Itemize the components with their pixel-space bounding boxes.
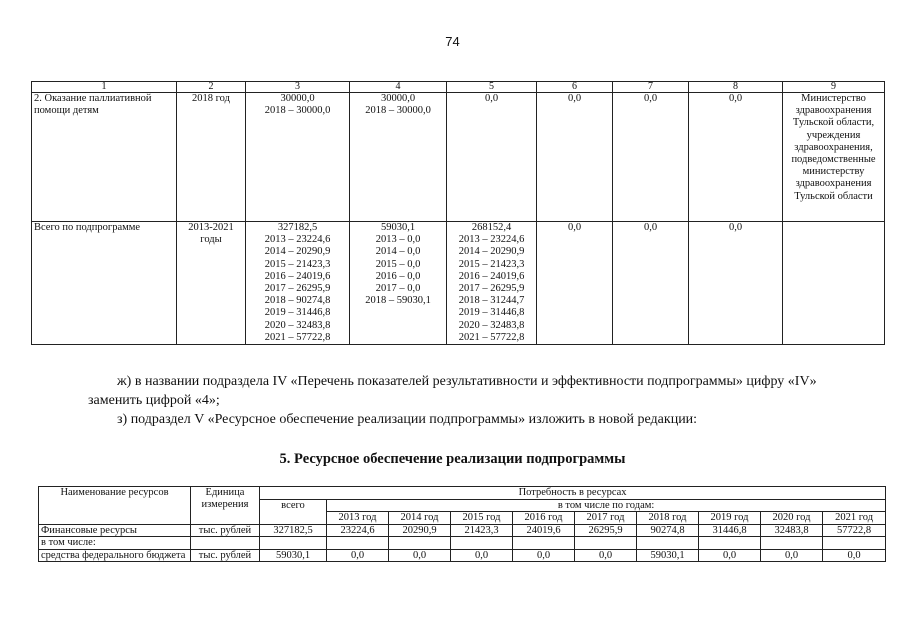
table-cell: [689, 93, 783, 222]
year-value: [327, 537, 389, 550]
year-value: [761, 537, 823, 550]
resource-name: Финансовые ресурсы: [39, 524, 191, 537]
header-year: 2019 год: [699, 512, 761, 525]
year-value: 0,0: [389, 549, 451, 562]
year-value: 31446,8: [699, 524, 761, 537]
page-number: 74: [445, 34, 460, 49]
cell-line: здравоохранения: [795, 178, 872, 190]
cell-line: 2020 – 32483,8: [458, 319, 525, 331]
cell-line: 2018 – 30000,0: [264, 105, 331, 117]
table-cell: [246, 93, 350, 222]
year-value: [699, 537, 761, 550]
cell-line: 0,0: [728, 222, 743, 233]
cell-line: 2017 – 26295,9: [458, 283, 525, 295]
cell-line: годы: [200, 234, 222, 246]
column-number: 5: [447, 82, 537, 93]
table-cell: [246, 222, 350, 345]
column-number: 3: [246, 82, 350, 93]
table-row: [39, 537, 886, 550]
year-value: 0,0: [513, 549, 575, 562]
cell-line: 2013-2021: [188, 222, 234, 233]
cell-line: 2015 – 21423,3: [458, 258, 525, 270]
header-year: 2016 год: [513, 512, 575, 525]
table-row: [32, 222, 885, 345]
column-number: 2: [177, 82, 246, 93]
year-value: 0,0: [327, 549, 389, 562]
cell-line: 2016 – 24019,6: [264, 270, 331, 282]
table-cell: [537, 93, 613, 222]
cell-line: Министерство: [801, 93, 866, 104]
year-value: 59030,1: [637, 549, 699, 562]
cell-line: 30000,0: [380, 93, 416, 104]
cell-line: 2020 – 32483,8: [264, 319, 331, 331]
header-year: 2017 год: [575, 512, 637, 525]
subprogram-measures-table: [31, 81, 885, 345]
table-cell: [350, 93, 447, 222]
cell-line: 2019 – 31446,8: [264, 307, 331, 319]
year-value: [823, 537, 886, 550]
column-number: 8: [689, 82, 783, 93]
table-cell: [783, 93, 885, 222]
cell-line: Тульской области: [794, 190, 873, 202]
table-cell: [32, 222, 177, 345]
year-value: 26295,9: [575, 524, 637, 537]
year-value: [513, 537, 575, 550]
table-cell: [32, 93, 177, 222]
header-total: всего: [260, 499, 327, 524]
year-value: 0,0: [451, 549, 513, 562]
cell-line: 2018 год: [192, 93, 230, 104]
header-by-year: в том числе по годам:: [327, 499, 886, 512]
header-unit: [191, 487, 260, 525]
cell-line: 30000,0: [280, 93, 315, 104]
table-cell: [613, 222, 689, 345]
table-header-row: [32, 82, 885, 93]
table-cell: [537, 222, 613, 345]
cell-line: 2. Оказание паллиативной: [34, 93, 152, 104]
cell-line: 0,0: [484, 93, 499, 104]
total: [260, 537, 327, 550]
table-cell: [177, 222, 246, 345]
table-row: [39, 524, 886, 537]
year-value: 0,0: [575, 549, 637, 562]
table-cell: [783, 222, 885, 345]
cell-line: подведомственные: [791, 154, 876, 166]
year-value: [451, 537, 513, 550]
cell-line: 2015 – 21423,3: [264, 258, 331, 270]
cell-line: министерству: [802, 166, 865, 178]
year-value: 57722,8: [823, 524, 886, 537]
cell-line: здравоохранения: [795, 105, 872, 117]
table-cell: [447, 93, 537, 222]
total: 327182,5: [260, 524, 327, 537]
cell-line: здравоохранения,: [794, 141, 873, 153]
table-cell: [177, 93, 246, 222]
cell-line: 2014 – 20290,9: [264, 246, 331, 258]
cell-line: учреждения: [806, 129, 861, 141]
paragraph-zh: ж) в названии подраздела IV «Перечень показателей результативности и эффективности подпрограммы» цифру «IV»: [117, 374, 817, 389]
header-unit-line: Единица: [205, 487, 245, 498]
year-value: 32483,8: [761, 524, 823, 537]
header-year: 2020 год: [761, 512, 823, 525]
cell-line: 2019 – 31446,8: [458, 307, 525, 319]
year-value: 20290,9: [389, 524, 451, 537]
cell-line: 2021 – 57722,8: [264, 331, 331, 343]
cell-line: 2016 – 0,0: [375, 270, 421, 282]
paragraph-z: з) подраздел V «Ресурсное обеспечение реализации подпрограммы» изложить в новой редакции:: [117, 412, 698, 427]
cell-line: 2013 – 23224,6: [264, 234, 331, 246]
cell-line: Всего по подпрограмме: [34, 222, 141, 233]
section-title: 5. Ресурсное обеспечение реализации подпрограммы: [279, 451, 626, 467]
table-cell: [447, 222, 537, 345]
cell-line: 2017 – 0,0: [375, 283, 421, 295]
cell-line: 2018 – 59030,1: [365, 295, 431, 307]
year-value: 23224,6: [327, 524, 389, 537]
header-unit-line: измерения: [201, 498, 249, 510]
header-year: 2018 год: [637, 512, 699, 525]
column-number: 9: [783, 82, 885, 93]
column-number: 4: [350, 82, 447, 93]
year-value: 21423,3: [451, 524, 513, 537]
table-row: [32, 93, 885, 222]
header-year: 2021 год: [823, 512, 886, 525]
resource-name: в том числе:: [39, 537, 191, 550]
year-value: 0,0: [823, 549, 886, 562]
paragraph-zh-continuation: заменить цифрой «4»;: [88, 393, 220, 408]
cell-line: 2014 – 20290,9: [458, 246, 525, 258]
header-year: 2013 год: [327, 512, 389, 525]
unit: тыс. рублей: [191, 549, 260, 562]
table-cell: [613, 93, 689, 222]
header-year: 2014 год: [389, 512, 451, 525]
cell-line: 0,0: [567, 222, 582, 233]
header-need: Потребность в ресурсах: [260, 487, 886, 500]
column-number: 6: [537, 82, 613, 93]
cell-line: 0,0: [643, 93, 658, 104]
header-resource-name: Наименование ресурсов: [39, 487, 191, 525]
cell-line: 0,0: [567, 93, 582, 104]
table-cell: [689, 222, 783, 345]
cell-line: 2013 – 0,0: [375, 234, 421, 246]
cell-line: 59030,1: [380, 222, 416, 233]
cell-line: 0,0: [728, 93, 743, 104]
resource-provision-table: [38, 486, 886, 562]
resource-name: средства федерального бюджета: [39, 549, 191, 562]
header-row: [39, 487, 886, 500]
cell-line: 2015 – 0,0: [375, 258, 421, 270]
column-number: 1: [32, 82, 177, 93]
unit: тыс. рублей: [191, 524, 260, 537]
year-value: 0,0: [699, 549, 761, 562]
year-value: 0,0: [761, 549, 823, 562]
year-value: [575, 537, 637, 550]
cell-line: Тульской области,: [792, 117, 875, 129]
total: 59030,1: [260, 549, 327, 562]
cell-line: 2018 – 90274,8: [264, 295, 331, 307]
cell-line: 2016 – 24019,6: [458, 270, 525, 282]
cell-line: 2021 – 57722,8: [458, 331, 525, 343]
table-row: [39, 549, 886, 562]
cell-line: 268152,4: [471, 222, 512, 233]
table-cell: [350, 222, 447, 345]
cell-line: помощи детям: [34, 105, 99, 117]
cell-line: 0,0: [643, 222, 658, 233]
year-value: 24019,6: [513, 524, 575, 537]
cell-line: 2018 – 31244,7: [458, 295, 525, 307]
cell-line: 2013 – 23224,6: [458, 234, 525, 246]
year-value: [389, 537, 451, 550]
year-value: 90274,8: [637, 524, 699, 537]
unit: [191, 537, 260, 550]
column-number: 7: [613, 82, 689, 93]
cell-line: 2014 – 0,0: [375, 246, 421, 258]
cell-line: 327182,5: [277, 222, 318, 233]
year-value: [637, 537, 699, 550]
cell-line: 2017 – 26295,9: [264, 283, 331, 295]
header-year: 2015 год: [451, 512, 513, 525]
cell-line: 2018 – 30000,0: [365, 105, 431, 117]
